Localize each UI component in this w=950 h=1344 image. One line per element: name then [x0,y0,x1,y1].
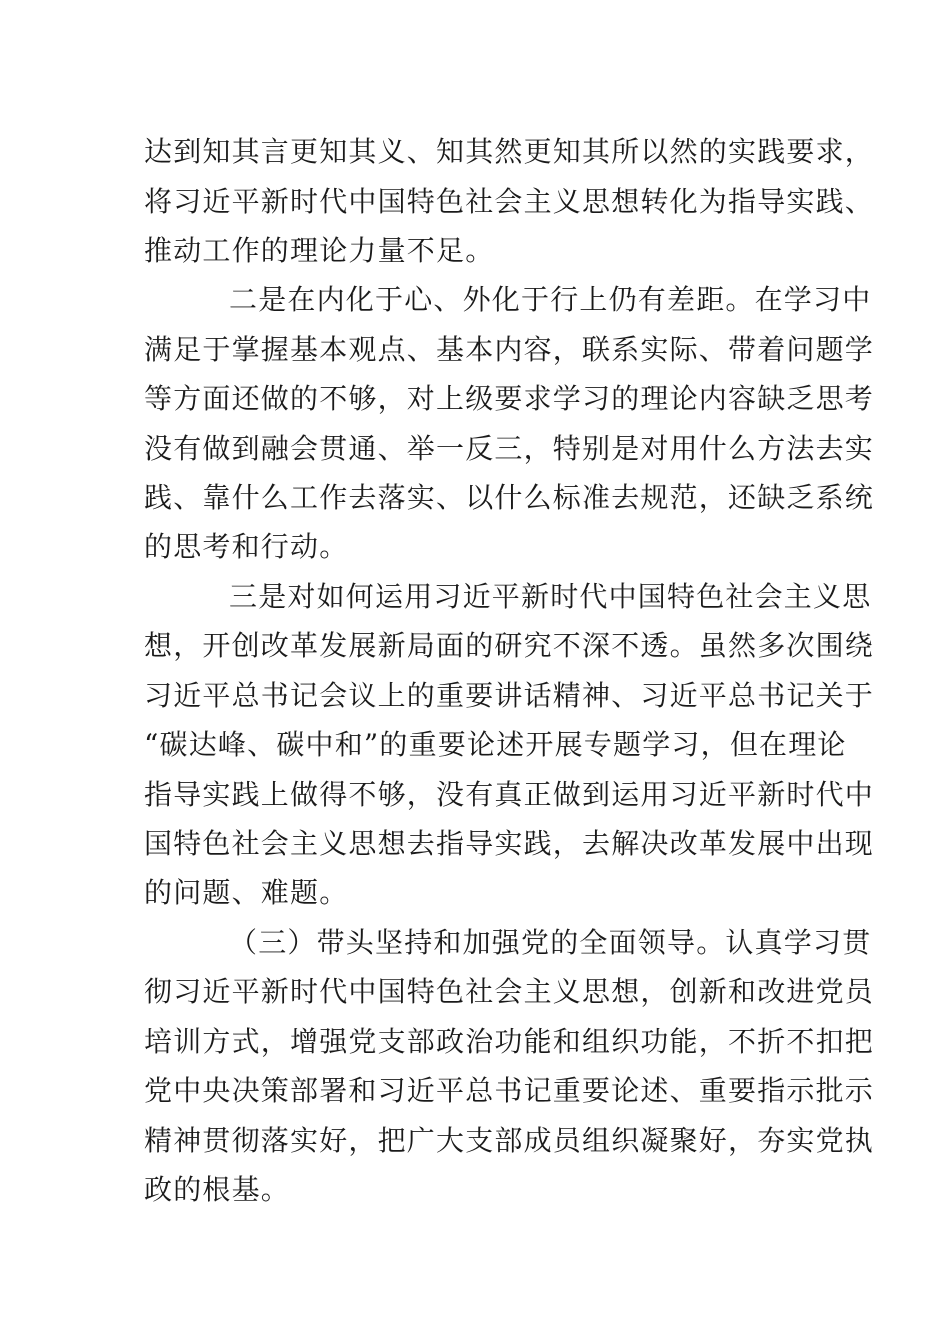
text-line: 达到知其言更知其义、知其然更知其所以然的实践要求， [144,135,875,168]
text-line: 政的根基。 [144,1173,291,1206]
text-line: 国特色社会主义思想去指导实践，去解决改革发展中出现 [144,827,875,860]
text-line: （三）带头坚持和加强党的全面领导。认真学习贯 [229,926,872,959]
text-line: 党中央决策部署和习近平总书记重要论述、重要指示批示 [144,1074,875,1107]
text-line: 三是对如何运用习近平新时代中国特色社会主义思 [229,580,872,613]
text-line: 的问题、难题。 [144,876,349,909]
text-line: 的思考和行动。 [144,530,349,563]
text-line: 将习近平新时代中国特色社会主义思想转化为指导实践、 [144,185,875,218]
text-line: 推动工作的理论力量不足。 [144,234,495,267]
text-line: 习近平总书记会议上的重要讲话精神、习近平总书记关于 [144,679,875,712]
text-line: 满足于掌握基本观点、基本内容，联系实际、带着问题学 [144,333,875,366]
text-line: 没有做到融会贯通、举一反三，特别是对用什么方法去实 [144,432,875,465]
text-line: 等方面还做的不够，对上级要求学习的理论内容缺乏思考 [144,382,875,415]
text-line: 彻习近平新时代中国特色社会主义思想，创新和改进党员 [144,975,875,1008]
text-line: 培训方式，增强党支部政治功能和组织功能，不折不扣把 [144,1025,875,1058]
text-line: 精神贯彻落实好，把广大支部成员组织凝聚好，夯实党执 [144,1124,875,1157]
text-line: 指导实践上做得不够，没有真正做到运用习近平新时代中 [144,778,875,811]
text-line: 践、靠什么工作去落实、以什么标准去规范，还缺乏系统 [144,481,875,514]
text-line: 二是在内化于心、外化于行上仍有差距。在学习中 [229,283,872,316]
text-line: “碳达峰、碳中和”的重要论述开展专题学习，但在理论 [144,728,847,761]
text-line: 想，开创改革发展新局面的研究不深不透。虽然多次围绕 [144,629,875,662]
